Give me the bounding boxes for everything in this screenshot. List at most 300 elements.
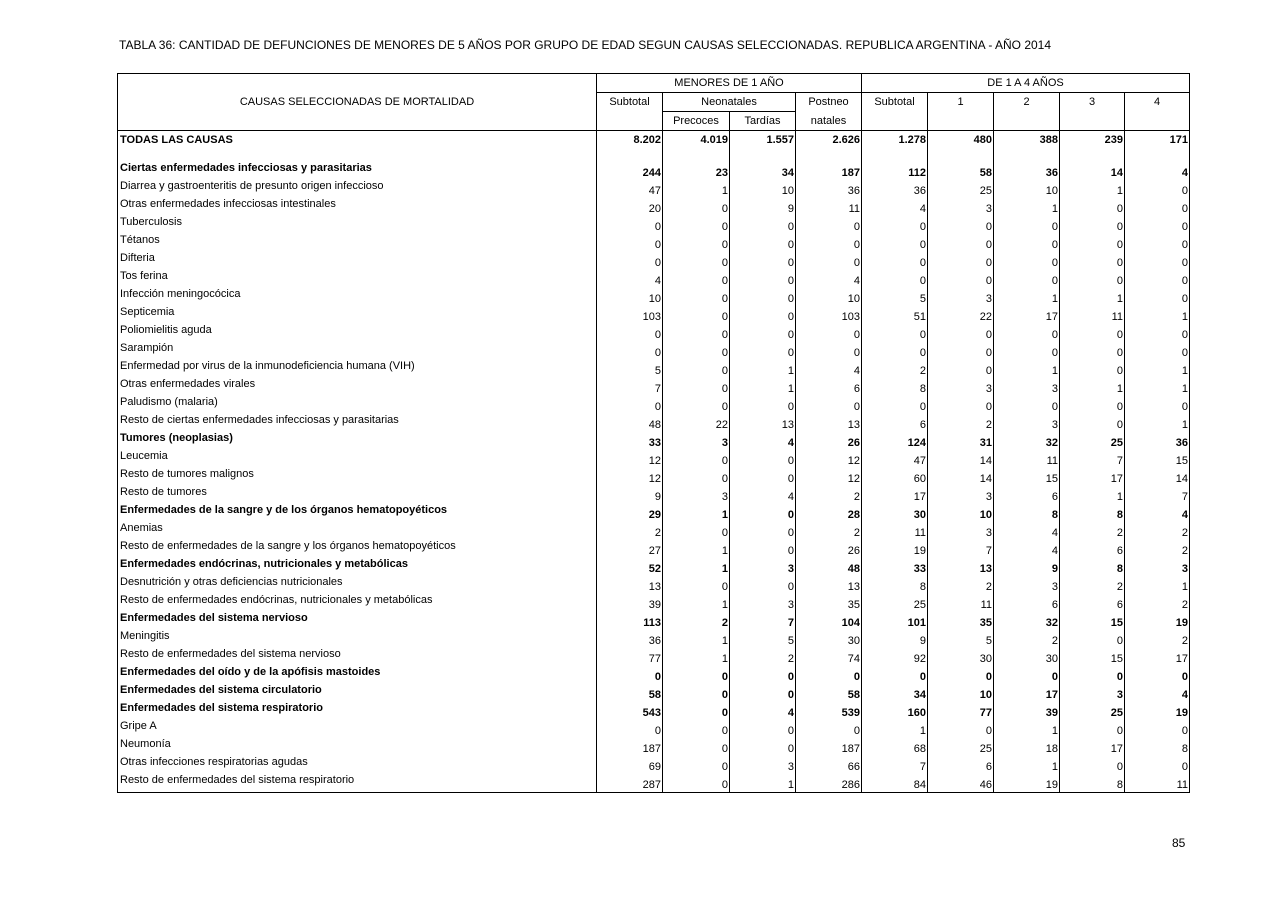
value-cell: 12 — [796, 468, 862, 486]
table-row — [118, 342, 1190, 360]
table-row — [118, 630, 1190, 648]
value-cell: 187 — [796, 738, 862, 756]
value-cell: 14 — [928, 450, 994, 468]
value-cell: 5 — [862, 288, 928, 306]
value-cell: 17 — [862, 486, 928, 504]
value-cell: 0 — [663, 234, 730, 252]
value-cell: 14 — [1060, 162, 1125, 180]
cause-label: TODAS LAS CAUSAS — [118, 131, 597, 151]
value-cell: 11 — [1060, 306, 1125, 324]
value-cell: 1 — [1125, 306, 1190, 324]
value-cell: 11 — [928, 594, 994, 612]
value-cell: 0 — [1060, 252, 1125, 270]
table-row — [118, 216, 1190, 234]
value-cell: 1 — [1125, 576, 1190, 594]
value-cell: 0 — [1125, 720, 1190, 738]
cause-label: Resto de tumores malignos — [118, 468, 597, 486]
value-cell: 0 — [1125, 288, 1190, 306]
value-cell: 5 — [730, 630, 796, 648]
table-row — [118, 270, 1190, 288]
age-3-header: 3 — [1060, 93, 1125, 112]
value-cell: 2 — [1125, 522, 1190, 540]
value-cell: 13 — [597, 576, 663, 594]
value-cell: 3 — [730, 558, 796, 576]
value-cell: 6 — [994, 594, 1060, 612]
value-cell: 0 — [862, 234, 928, 252]
value-cell: 8 — [1060, 774, 1125, 793]
value-cell: 1 — [663, 180, 730, 198]
value-cell: 13 — [928, 558, 994, 576]
spacer-row — [118, 150, 1190, 162]
value-cell: 17 — [994, 684, 1060, 702]
value-cell: 0 — [663, 324, 730, 342]
value-cell: 1 — [663, 504, 730, 522]
value-cell: 1 — [663, 594, 730, 612]
value-cell: 0 — [663, 576, 730, 594]
cause-label: Tuberculosis — [118, 216, 597, 234]
value-cell: 13 — [730, 414, 796, 432]
value-cell: 2 — [928, 414, 994, 432]
value-cell: 0 — [663, 198, 730, 216]
value-cell: 0 — [730, 288, 796, 306]
value-cell: 6 — [796, 378, 862, 396]
cause-label: Ciertas enfermedades infecciosas y parasitarias — [118, 162, 597, 180]
cause-label: Anemias — [118, 522, 597, 540]
value-cell: 22 — [663, 414, 730, 432]
value-cell: 187 — [597, 738, 663, 756]
table-row — [118, 306, 1190, 324]
value-cell: 0 — [597, 342, 663, 360]
cause-label: Paludismo (malaria) — [118, 396, 597, 414]
value-cell: 8 — [862, 576, 928, 594]
value-cell: 539 — [796, 702, 862, 720]
value-cell: 1 — [994, 198, 1060, 216]
value-cell: 58 — [796, 684, 862, 702]
value-cell: 0 — [1060, 396, 1125, 414]
value-cell: 0 — [663, 378, 730, 396]
value-cell: 0 — [994, 234, 1060, 252]
value-cell: 1 — [663, 558, 730, 576]
value-cell: 0 — [1060, 234, 1125, 252]
value-cell: 19 — [862, 540, 928, 558]
page-number: 85 — [1172, 836, 1186, 850]
value-cell: 0 — [663, 702, 730, 720]
table-row — [118, 504, 1190, 522]
value-cell: 10 — [730, 180, 796, 198]
value-cell: 0 — [862, 324, 928, 342]
cause-label: Enfermedades del sistema nervioso — [118, 612, 597, 630]
value-cell: 2 — [1125, 594, 1190, 612]
value-cell: 244 — [597, 162, 663, 180]
value-cell: 1 — [730, 378, 796, 396]
value-cell: 1 — [1125, 360, 1190, 378]
value-cell: 0 — [663, 270, 730, 288]
table-row — [118, 558, 1190, 576]
value-cell: 0 — [796, 234, 862, 252]
value-cell: 104 — [796, 612, 862, 630]
value-cell: 112 — [862, 162, 928, 180]
value-cell: 0 — [862, 666, 928, 684]
value-cell: 3 — [730, 594, 796, 612]
value-cell: 0 — [862, 252, 928, 270]
value-cell: 6 — [928, 756, 994, 774]
cause-label: Resto de enfermedades de la sangre y los órganos hematopoyéticos — [118, 540, 597, 558]
value-cell: 2 — [730, 648, 796, 666]
value-cell: 9 — [994, 558, 1060, 576]
cause-label: Otras enfermedades infecciosas intestinales — [118, 198, 597, 216]
causes-header: CAUSAS SELECCIONADAS DE MORTALIDAD — [118, 74, 597, 131]
value-cell: 0 — [862, 342, 928, 360]
value-cell: 0 — [663, 306, 730, 324]
value-cell: 3 — [928, 522, 994, 540]
subtotal-1-4-header: Subtotal — [862, 93, 928, 112]
value-cell: 6 — [1060, 540, 1125, 558]
value-cell: 9 — [862, 630, 928, 648]
value-cell: 0 — [796, 720, 862, 738]
value-cell: 36 — [597, 630, 663, 648]
postneonatales-header: Postneo — [796, 93, 862, 112]
value-cell: 19 — [994, 774, 1060, 793]
value-cell: 1.278 — [862, 131, 928, 151]
value-cell: 11 — [862, 522, 928, 540]
cause-label: Difteria — [118, 252, 597, 270]
value-cell: 2 — [1060, 576, 1125, 594]
table-row — [118, 702, 1190, 720]
value-cell: 0 — [663, 450, 730, 468]
value-cell: 7 — [597, 378, 663, 396]
table-row — [118, 162, 1190, 180]
value-cell: 8 — [1060, 558, 1125, 576]
value-cell: 0 — [928, 234, 994, 252]
value-cell: 4 — [994, 522, 1060, 540]
value-cell: 32 — [994, 612, 1060, 630]
value-cell: 4.019 — [663, 131, 730, 151]
value-cell: 0 — [862, 216, 928, 234]
value-cell: 0 — [796, 252, 862, 270]
value-cell: 74 — [796, 648, 862, 666]
value-cell: 0 — [730, 684, 796, 702]
value-cell: 0 — [1125, 756, 1190, 774]
value-cell: 1 — [994, 288, 1060, 306]
value-cell: 4 — [1125, 684, 1190, 702]
table-row — [118, 684, 1190, 702]
value-cell: 6 — [994, 486, 1060, 504]
cause-label: Leucemia — [118, 450, 597, 468]
value-cell: 0 — [730, 252, 796, 270]
value-cell: 12 — [796, 450, 862, 468]
value-cell: 48 — [796, 558, 862, 576]
value-cell: 0 — [663, 738, 730, 756]
value-cell: 0 — [1125, 180, 1190, 198]
table-row — [118, 414, 1190, 432]
value-cell: 0 — [597, 720, 663, 738]
value-cell: 3 — [1125, 558, 1190, 576]
value-cell: 0 — [1060, 198, 1125, 216]
value-cell: 0 — [663, 216, 730, 234]
value-cell: 9 — [597, 486, 663, 504]
value-cell: 11 — [796, 198, 862, 216]
cause-label: Tos ferina — [118, 270, 597, 288]
value-cell: 66 — [796, 756, 862, 774]
cause-label: Otras enfermedades virales — [118, 378, 597, 396]
value-cell: 28 — [796, 504, 862, 522]
value-cell: 0 — [1125, 396, 1190, 414]
value-cell: 19 — [1125, 612, 1190, 630]
neonatales-header: Neonatales — [663, 93, 796, 112]
value-cell: 30 — [928, 648, 994, 666]
value-cell: 0 — [663, 396, 730, 414]
value-cell: 7 — [1125, 486, 1190, 504]
value-cell: 3 — [928, 198, 994, 216]
value-cell: 187 — [796, 162, 862, 180]
value-cell: 1 — [663, 648, 730, 666]
value-cell: 12 — [597, 450, 663, 468]
value-cell: 160 — [862, 702, 928, 720]
value-cell: 1 — [1125, 414, 1190, 432]
value-cell: 7 — [862, 756, 928, 774]
value-cell: 0 — [730, 738, 796, 756]
value-cell: 48 — [597, 414, 663, 432]
value-cell: 0 — [994, 270, 1060, 288]
age-1-header: 1 — [928, 93, 994, 112]
value-cell: 0 — [928, 252, 994, 270]
value-cell: 1 — [1060, 180, 1125, 198]
value-cell: 1 — [730, 360, 796, 378]
cause-label: Resto de enfermedades endócrinas, nutricionales y metabólicas — [118, 594, 597, 612]
value-cell: 2 — [1060, 522, 1125, 540]
value-cell: 7 — [928, 540, 994, 558]
value-cell: 10 — [928, 504, 994, 522]
cause-label: Enfermedades del sistema respiratorio — [118, 702, 597, 720]
value-cell: 0 — [730, 216, 796, 234]
cause-label: Resto de enfermedades del sistema respiratorio — [118, 774, 597, 793]
value-cell: 3 — [994, 414, 1060, 432]
value-cell: 480 — [928, 131, 994, 151]
table-row — [118, 378, 1190, 396]
table-row — [118, 612, 1190, 630]
value-cell: 25 — [862, 594, 928, 612]
value-cell: 4 — [796, 360, 862, 378]
value-cell: 2 — [796, 486, 862, 504]
value-cell: 0 — [928, 216, 994, 234]
value-cell: 69 — [597, 756, 663, 774]
value-cell: 17 — [1060, 738, 1125, 756]
value-cell: 77 — [597, 648, 663, 666]
value-cell: 2 — [796, 522, 862, 540]
value-cell: 2 — [597, 522, 663, 540]
table-row — [118, 432, 1190, 450]
value-cell: 13 — [796, 576, 862, 594]
value-cell: 0 — [994, 324, 1060, 342]
cause-label: Enfermedades del oído y de la apófisis mastoides — [118, 666, 597, 684]
cause-label: Resto de ciertas enfermedades infecciosas y parasitarias — [118, 414, 597, 432]
value-cell: 0 — [928, 720, 994, 738]
value-cell: 0 — [597, 252, 663, 270]
value-cell: 25 — [928, 738, 994, 756]
value-cell: 5 — [928, 630, 994, 648]
value-cell: 30 — [994, 648, 1060, 666]
value-cell: 543 — [597, 702, 663, 720]
value-cell: 0 — [862, 270, 928, 288]
value-cell: 0 — [1125, 198, 1190, 216]
value-cell: 8.202 — [597, 131, 663, 151]
value-cell: 92 — [862, 648, 928, 666]
value-cell: 29 — [597, 504, 663, 522]
cause-label: Septicemia — [118, 306, 597, 324]
age-4-header: 4 — [1125, 93, 1190, 112]
value-cell: 25 — [1060, 432, 1125, 450]
cause-label: Tétanos — [118, 234, 597, 252]
value-cell: 22 — [928, 306, 994, 324]
value-cell: 11 — [994, 450, 1060, 468]
value-cell: 0 — [663, 342, 730, 360]
table-row — [118, 198, 1190, 216]
value-cell: 3 — [994, 576, 1060, 594]
value-cell: 4 — [1125, 504, 1190, 522]
value-cell: 2 — [862, 360, 928, 378]
value-cell: 0 — [1060, 342, 1125, 360]
table-row — [118, 522, 1190, 540]
table-row — [118, 234, 1190, 252]
value-cell: 0 — [994, 216, 1060, 234]
value-cell: 0 — [663, 288, 730, 306]
value-cell: 14 — [1125, 468, 1190, 486]
value-cell: 124 — [862, 432, 928, 450]
value-cell: 1.557 — [730, 131, 796, 151]
value-cell: 0 — [1060, 360, 1125, 378]
table-row — [118, 648, 1190, 666]
value-cell: 1 — [994, 360, 1060, 378]
value-cell: 12 — [597, 468, 663, 486]
value-cell: 7 — [730, 612, 796, 630]
value-cell: 0 — [1060, 324, 1125, 342]
value-cell: 0 — [730, 342, 796, 360]
value-cell: 0 — [663, 252, 730, 270]
value-cell: 18 — [994, 738, 1060, 756]
value-cell: 33 — [862, 558, 928, 576]
value-cell: 0 — [730, 234, 796, 252]
table-title: TABLA 36: CANTIDAD DE DEFUNCIONES DE MENORES DE 5 AÑOS POR GRUPO DE EDAD SEGUN CAUSAS SELECCIONADAS. REPUBLICA ARGENTINA - AÑO 2014 — [119, 38, 1052, 52]
value-cell: 0 — [663, 666, 730, 684]
table-row — [118, 252, 1190, 270]
value-cell: 0 — [663, 756, 730, 774]
table-row — [118, 720, 1190, 738]
value-cell: 7 — [1060, 450, 1125, 468]
cause-label: Poliomielitis aguda — [118, 324, 597, 342]
value-cell: 2 — [928, 576, 994, 594]
value-cell: 4 — [730, 702, 796, 720]
cause-label: Tumores (neoplasias) — [118, 432, 597, 450]
value-cell: 0 — [796, 666, 862, 684]
value-cell: 8 — [1125, 738, 1190, 756]
cause-label: Enfermedades de la sangre y de los órganos hematopoyéticos — [118, 504, 597, 522]
value-cell: 39 — [994, 702, 1060, 720]
table-row — [118, 756, 1190, 774]
value-cell: 36 — [862, 180, 928, 198]
value-cell: 0 — [1125, 342, 1190, 360]
value-cell: 0 — [730, 720, 796, 738]
value-cell: 27 — [597, 540, 663, 558]
value-cell: 0 — [928, 342, 994, 360]
value-cell: 8 — [862, 378, 928, 396]
value-cell: 0 — [1125, 324, 1190, 342]
value-cell: 13 — [796, 414, 862, 432]
value-cell: 0 — [928, 666, 994, 684]
cause-label: Enfermedad por virus de la inmunodeficiencia humana (VIH) — [118, 360, 597, 378]
value-cell: 5 — [597, 360, 663, 378]
value-cell: 0 — [796, 324, 862, 342]
value-cell: 33 — [597, 432, 663, 450]
value-cell: 15 — [1060, 648, 1125, 666]
value-cell: 0 — [663, 360, 730, 378]
value-cell: 0 — [730, 450, 796, 468]
precoces-header: Precoces — [663, 112, 730, 131]
cause-label: Resto de tumores — [118, 486, 597, 504]
value-cell: 51 — [862, 306, 928, 324]
value-cell: 0 — [730, 504, 796, 522]
value-cell: 0 — [597, 396, 663, 414]
value-cell: 10 — [994, 180, 1060, 198]
value-cell: 4 — [730, 432, 796, 450]
value-cell: 60 — [862, 468, 928, 486]
value-cell: 0 — [1060, 414, 1125, 432]
value-cell: 10 — [796, 288, 862, 306]
value-cell: 30 — [862, 504, 928, 522]
value-cell: 388 — [994, 131, 1060, 151]
value-cell: 239 — [1060, 131, 1125, 151]
value-cell: 287 — [597, 774, 663, 793]
table-row — [118, 360, 1190, 378]
value-cell: 0 — [730, 324, 796, 342]
value-cell: 0 — [1060, 756, 1125, 774]
cause-label: Diarrea y gastroenteritis de presunto origen infeccioso — [118, 180, 597, 198]
value-cell: 0 — [994, 396, 1060, 414]
value-cell: 0 — [928, 396, 994, 414]
value-cell: 26 — [796, 540, 862, 558]
value-cell: 3 — [928, 486, 994, 504]
value-cell: 0 — [928, 360, 994, 378]
value-cell: 36 — [1125, 432, 1190, 450]
age-1-to-4-header: DE 1 A 4 AÑOS — [862, 74, 1190, 93]
tardias-header: Tardías — [730, 112, 796, 131]
value-cell: 3 — [928, 378, 994, 396]
value-cell: 9 — [730, 198, 796, 216]
value-cell: 0 — [730, 540, 796, 558]
value-cell: 1 — [1060, 486, 1125, 504]
value-cell: 0 — [730, 270, 796, 288]
value-cell: 3 — [663, 432, 730, 450]
value-cell: 52 — [597, 558, 663, 576]
value-cell: 23 — [663, 162, 730, 180]
value-cell: 15 — [1125, 450, 1190, 468]
value-cell: 68 — [862, 738, 928, 756]
value-cell: 286 — [796, 774, 862, 793]
subtotal-header: Subtotal — [597, 93, 663, 112]
value-cell: 0 — [730, 306, 796, 324]
value-cell: 0 — [796, 216, 862, 234]
value-cell: 101 — [862, 612, 928, 630]
cause-label: Gripe A — [118, 720, 597, 738]
value-cell: 113 — [597, 612, 663, 630]
value-cell: 15 — [1060, 612, 1125, 630]
value-cell: 1 — [1060, 378, 1125, 396]
table-row — [118, 774, 1190, 793]
cause-label: Resto de enfermedades del sistema nervioso — [118, 648, 597, 666]
value-cell: 2 — [1125, 540, 1190, 558]
value-cell: 15 — [994, 468, 1060, 486]
postneonatales-header-2: natales — [796, 112, 862, 131]
cause-label: Infección meningocócica — [118, 288, 597, 306]
